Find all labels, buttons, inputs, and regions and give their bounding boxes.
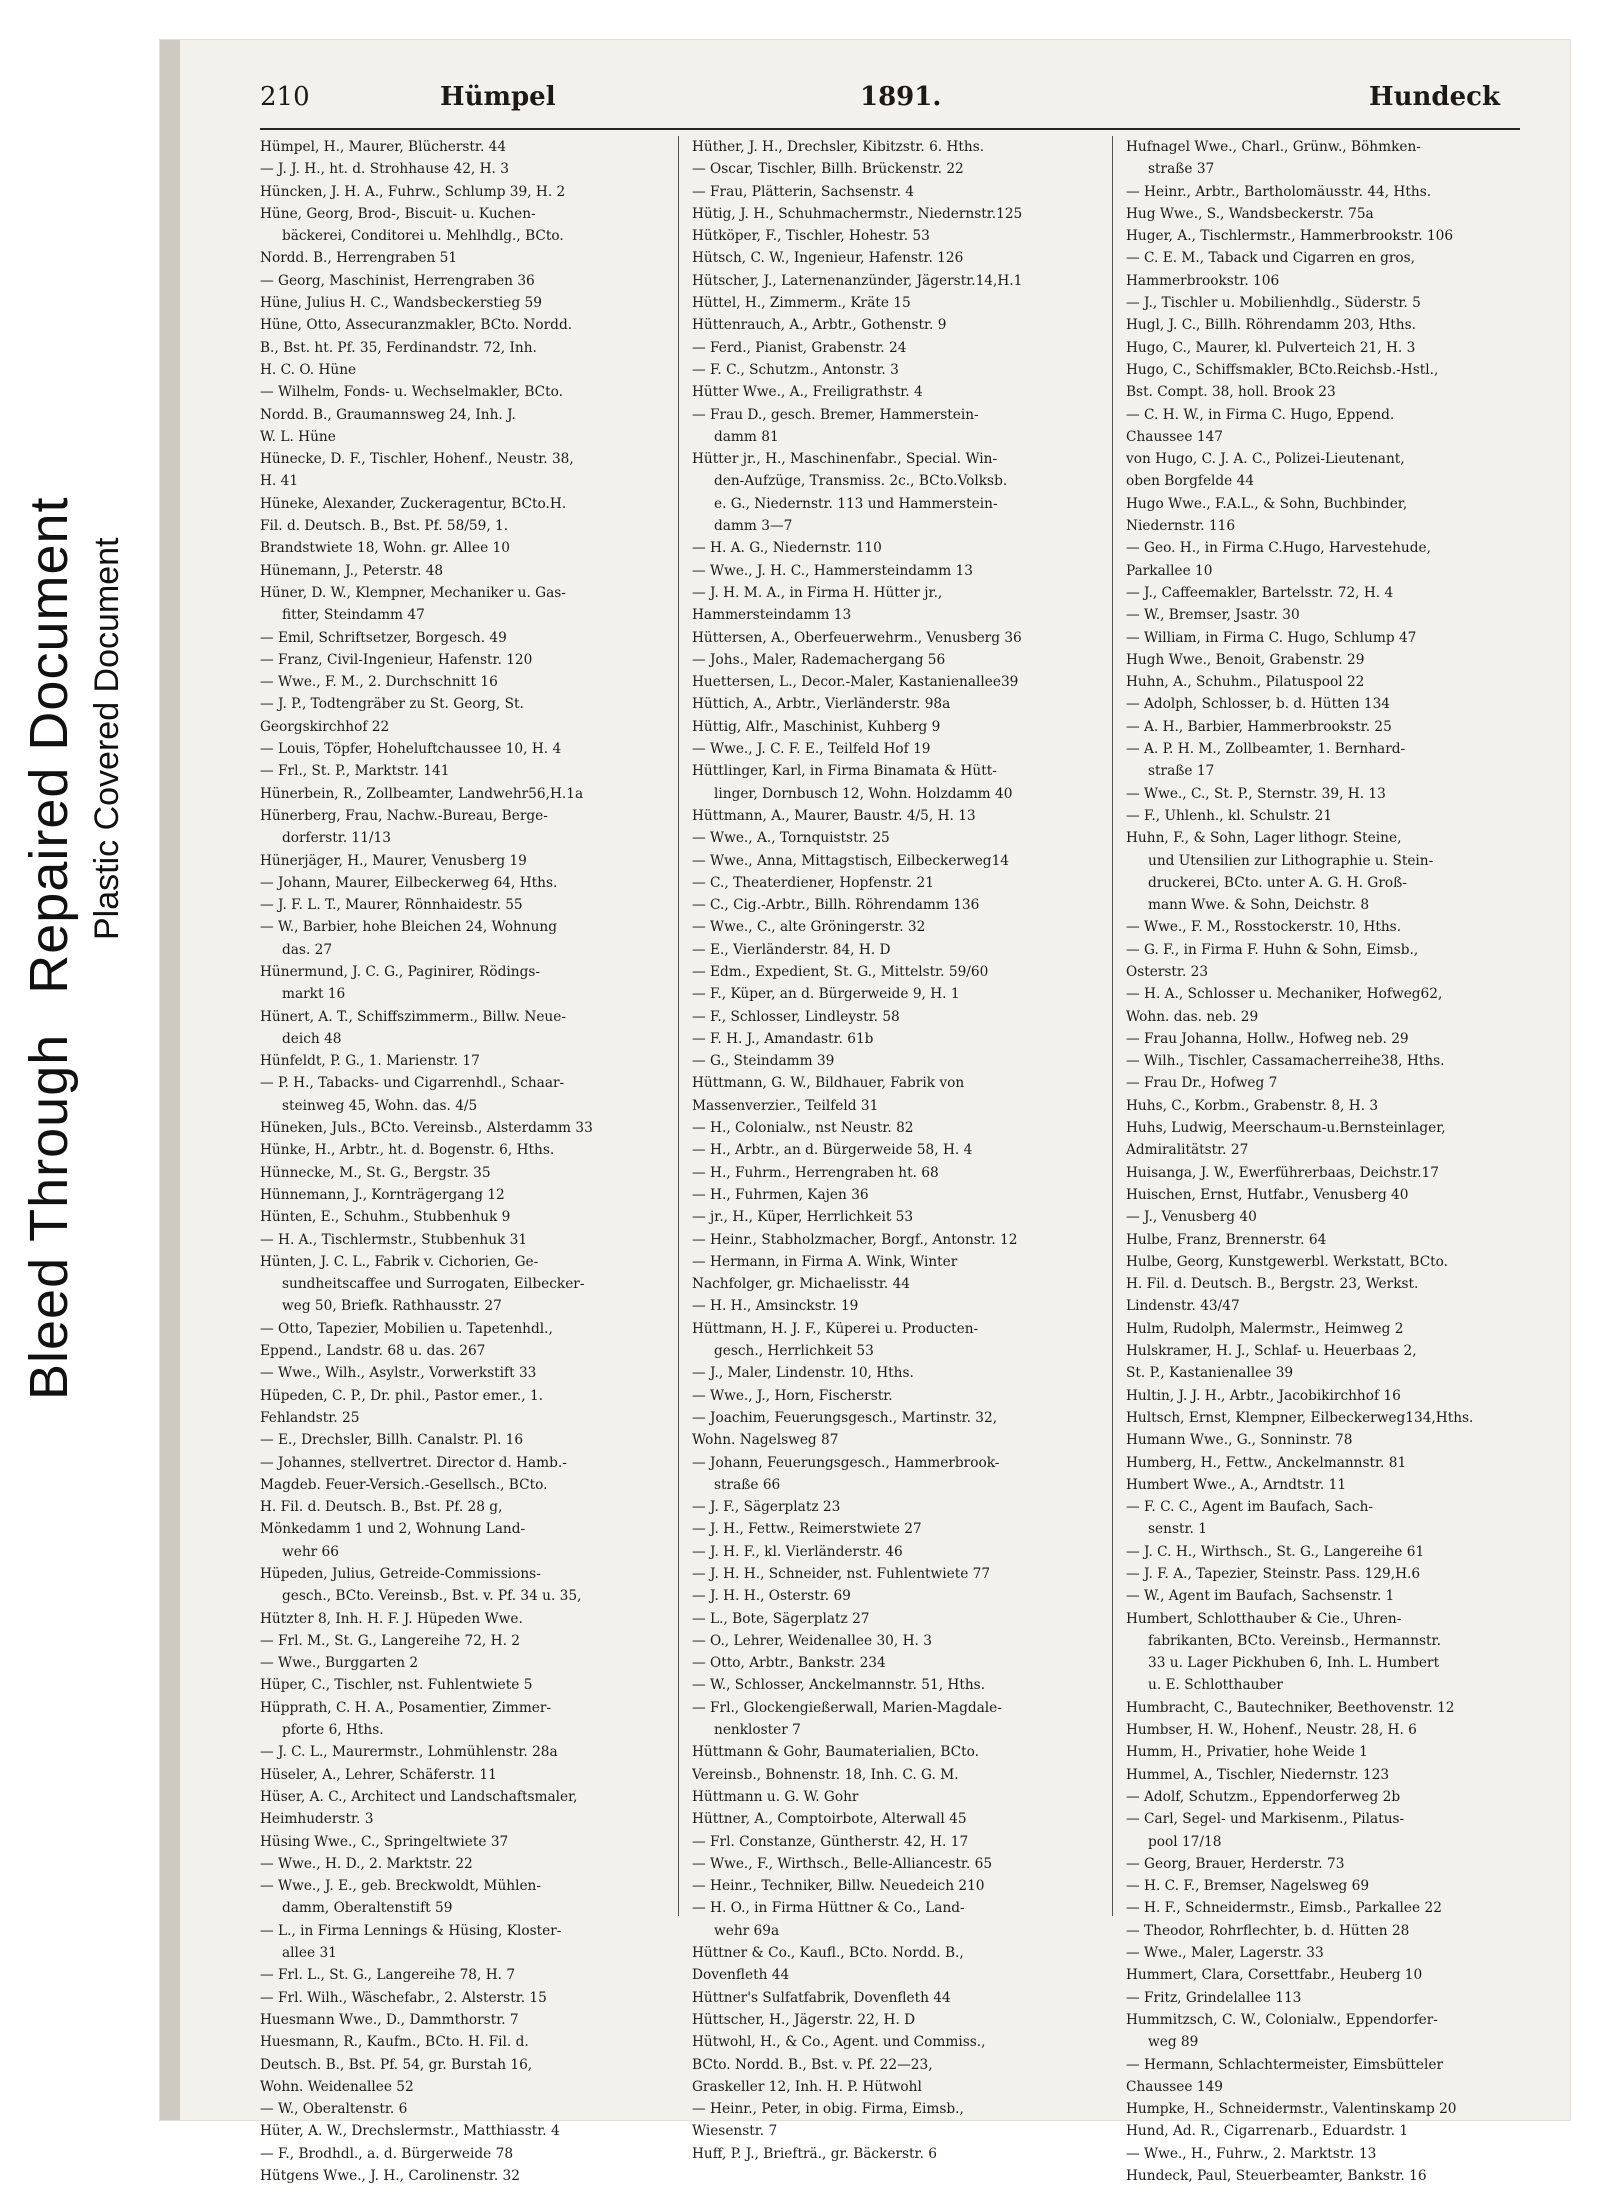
directory-entry-line: Hünerberg, Frau, Nachw.-Bureau, Berge-	[260, 807, 548, 824]
directory-entry-line: Hulm, Rudolph, Malermstr., Heimweg 2	[1126, 1320, 1404, 1337]
directory-entry-line: — P. H., Tabacks- und Cigarrenhdl., Schaar-	[260, 1075, 565, 1092]
directory-entry-line: Wohn. Weidenallee 52	[260, 2078, 414, 2095]
directory-entry-line: — W., Agent im Baufach, Sachsenstr. 1	[1126, 1588, 1395, 1605]
directory-entry-line: — F. H. J., Amandastr. 61b	[692, 1030, 874, 1047]
directory-entry-line: Hüne, Georg, Brod-, Biscuit- u. Kuchen-	[260, 205, 536, 222]
directory-entry-line: — H., Arbtr., an d. Bürgerweide 58, H. 4	[692, 1142, 973, 1159]
column-divider	[678, 136, 679, 1916]
directory-entry-line: — Heinr., Stabholzmacher, Borgf., Antonstr. 12	[692, 1231, 1018, 1248]
directory-entry-line: H. Fil. d. Deutsch. B., Bergstr. 23, Werkst.	[1126, 1276, 1419, 1293]
directory-entry-line: Hüpprath, C. H. A., Posamentier, Zimmer-	[260, 1699, 552, 1716]
directory-entry-line: W. L. Hüne	[260, 428, 336, 445]
directory-entry-line: fitter, Steindamm 47	[282, 607, 425, 624]
directory-entry-line: — L., in Firma Lennings & Hüsing, Kloster-	[260, 1922, 562, 1939]
directory-entry-line: straße 37	[1148, 161, 1215, 178]
directory-entry-line: Hüttner, A., Comptoirbote, Alterwall 45	[692, 1811, 967, 1828]
directory-entry-line: Wohn. das. neb. 29	[1126, 1008, 1259, 1025]
directory-entry-line: Hulbe, Georg, Kunstgewerbl. Werkstatt, BCto.	[1126, 1253, 1449, 1270]
header-left-word: Hümpel	[440, 82, 556, 112]
directory-entry-line: Hützter 8, Inh. H. F. J. Hüpeden Wwe.	[260, 1610, 523, 1627]
directory-entry-line: Hütscher, J., Laternenanzünder, Jägerstr.14,H.1	[692, 272, 1023, 289]
directory-entry-line: — Georg, Brauer, Herderstr. 73	[1126, 1855, 1345, 1872]
directory-entry-line: — Wwe., C., alte Gröningerstr. 32	[692, 919, 926, 936]
directory-entry-line: Hüttlinger, Karl, in Firma Binamata & Hütt-	[692, 763, 997, 780]
directory-entry-line: — Hermann, Schlachtermeister, Eimsbütteler	[1126, 2056, 1444, 2073]
directory-entry-line: Huhn, A., Schuhm., Pilatuspool 22	[1126, 674, 1365, 691]
directory-entry-line: Hütter Wwe., A., Freiligrathstr. 4	[692, 384, 923, 401]
directory-entry-line: Chaussee 147	[1126, 428, 1223, 445]
directory-entry-line: — J., Caffeemakler, Bartelsstr. 72, H. 4	[1126, 584, 1394, 601]
directory-entry-line: — C. E. M., Taback und Cigarren en gros,	[1126, 250, 1415, 267]
directory-entry-line: — J. J. H., ht. d. Strohhause 42, H. 3	[260, 161, 509, 178]
directory-entry-line: — Adolph, Schlosser, b. d. Hütten 134	[1126, 696, 1391, 713]
directory-entry-line: — H. A., Schlosser u. Mechaniker, Hofweg62,	[1126, 986, 1443, 1003]
directory-entry-line: — J., Tischler u. Mobilienhdlg., Süderstr. 5	[1126, 295, 1421, 312]
directory-entry-line: Hüneken, Juls., BCto. Vereinsb., Alsterdamm 33	[260, 1120, 593, 1137]
directory-entry-line: — F., Brodhdl., a. d. Bürgerweide 78	[260, 2145, 514, 2162]
directory-entry-line: Parkallee 10	[1126, 562, 1213, 579]
directory-entry-line: Hüther, J. H., Drechsler, Kibitzstr. 6. Hths.	[692, 139, 985, 155]
directory-entry-line: — A. P. H. M., Zollbeamter, 1. Bernhard-	[1126, 741, 1406, 758]
directory-entry-line: Hüttich, A., Arbtr., Vierländerstr. 98a	[692, 696, 951, 713]
directory-entry-line: Hüttmann & Gohr, Baumaterialien, BCto.	[692, 1744, 980, 1761]
directory-entry-line: — Frau, Plätterin, Sachsenstr. 4	[692, 183, 914, 200]
directory-entry-line: Hüncken, J. H. A., Fuhrw., Schlump 39, H. 2	[260, 183, 566, 200]
directory-entry-line: — F. C., Schutzm., Antonstr. 3	[692, 361, 899, 378]
directory-entry-line: Huhs, Ludwig, Meerschaum-u.Bernsteinlager,	[1126, 1120, 1446, 1137]
directory-entry-line: Hüttig, Alfr., Maschinist, Kuhberg 9	[692, 718, 941, 735]
directory-entry-line: — J. H. H., Osterstr. 69	[692, 1588, 851, 1605]
directory-entry-line: — Theodor, Rohrflechter, b. d. Hütten 28	[1126, 1922, 1410, 1939]
directory-entry-line: Hüser, A. C., Architect und Landschaftsmaler,	[260, 1788, 578, 1805]
directory-entry-line: straße 66	[714, 1476, 781, 1493]
directory-entry-line: — C. H. W., in Firma C. Hugo, Eppend.	[1126, 406, 1395, 423]
directory-entry-line: Hüter, A. W., Drechslermstr., Matthiasstr. 4	[260, 2123, 560, 2140]
directory-entry-line: gesch., BCto. Vereinsb., Bst. v. Pf. 34 u. 35,	[282, 1588, 582, 1605]
directory-entry-line: — Joachim, Feuerungsgesch., Martinstr. 32,	[692, 1409, 998, 1426]
directory-entry-line: — Wwe., H., Fuhrw., 2. Marktstr. 13	[1126, 2145, 1377, 2162]
directory-entry-line: — Wwe., Wilh., Asylstr., Vorwerkstift 33	[260, 1365, 537, 1382]
directory-entry-line: — A. H., Barbier, Hammerbrookstr. 25	[1126, 718, 1392, 735]
directory-entry-line: — J. F. L. T., Maurer, Rönnhaidestr. 55	[260, 897, 523, 914]
directory-entry-line: — Edm., Expedient, St. G., Mittelstr. 59/60	[692, 963, 989, 980]
directory-entry-line: Humberg, H., Fettw., Anckelmannstr. 81	[1126, 1454, 1407, 1471]
directory-entry-line: Hulskramer, H. J., Schlaf- u. Heuerbaas 2,	[1126, 1343, 1417, 1360]
directory-entry-line: steinweg 45, Wohn. das. 4/5	[282, 1097, 478, 1114]
directory-entry-line: — H., Fuhrmen, Kajen 36	[692, 1186, 869, 1203]
directory-entry-line: Lindenstr. 43/47	[1126, 1298, 1240, 1315]
directory-entry-line: Hütig, J. H., Schuhmachermstr., Niedernstr.125	[692, 205, 1023, 222]
directory-entry-line: Hütsch, C. W., Ingenieur, Hafenstr. 126	[692, 250, 964, 267]
directory-entry-line: Hüttscher, H., Jägerstr. 22, H. D	[692, 2011, 916, 2028]
directory-entry-line: — Wwe., H. D., 2. Marktstr. 22	[260, 1855, 473, 1872]
directory-entry-line: Hünnecke, M., St. G., Bergstr. 35	[260, 1164, 491, 1181]
directory-entry-line: Georgskirchhof 22	[260, 718, 390, 735]
directory-entry-line: B., Bst. ht. Pf. 35, Ferdinandstr. 72, Inh.	[260, 339, 537, 356]
directory-entry-line: Eppend., Landstr. 68 u. das. 267	[260, 1343, 486, 1360]
directory-entry-line: pool 17/18	[1148, 1833, 1222, 1850]
directory-entry-line: von Hugo, C. J. A. C., Polizei-Lieutenant,	[1126, 451, 1405, 468]
directory-entry-line: Hüpeden, C. P., Dr. phil., Pastor emer., 1.	[260, 1387, 544, 1404]
directory-entry-line: — J., Venusberg 40	[1126, 1209, 1257, 1226]
directory-entry-line: — Emil, Schriftsetzer, Borgesch. 49	[260, 629, 507, 646]
directory-entry-line: — Georg, Maschinist, Herrengraben 36	[260, 272, 535, 289]
directory-entry-line: dorferstr. 11/13	[282, 830, 391, 847]
plastic-covered-label: Plastic Covered Document	[88, 537, 126, 940]
directory-entry-line: — Wwe., J. C. F. E., Teilfeld Hof 19	[692, 741, 931, 758]
directory-entry-line: — Heinr., Arbtr., Bartholomäusstr. 44, Hths.	[1126, 183, 1432, 200]
column-2	[692, 136, 1092, 2165]
directory-entry-line: — Oscar, Tischler, Billh. Brückenstr. 22	[692, 161, 964, 178]
directory-entry-line: — H. O., in Firma Hüttner & Co., Land-	[692, 1900, 965, 1917]
directory-entry-line: — Frau Johanna, Hollw., Hofweg neb. 29	[1126, 1030, 1409, 1047]
directory-entry-line: Hünemann, J., Peterstr. 48	[260, 562, 444, 579]
directory-entry-line: Hummert, Clara, Corsettfabr., Heuberg 10	[1126, 1967, 1423, 1984]
directory-entry-line: Hümpel, H., Maurer, Blücherstr. 44	[260, 139, 507, 155]
directory-entry-line: oben Borgfelde 44	[1126, 473, 1255, 490]
directory-entry-line: — Frl. Constanze, Güntherstr. 42, H. 17	[692, 1833, 969, 1850]
directory-entry-line: — Louis, Töpfer, Hoheluftchaussee 10, H. 4	[260, 741, 562, 758]
directory-entry-line: sundheitscaffee und Surrogaten, Eilbecker-	[282, 1276, 585, 1293]
directory-entry-line: Heimhuderstr. 3	[260, 1811, 374, 1828]
directory-entry-line: Vereinsb., Bohnenstr. 18, Inh. C. G. M.	[692, 1766, 959, 1783]
directory-entry-line: Huischen, Ernst, Hutfabr., Venusberg 40	[1126, 1186, 1409, 1203]
directory-entry-line: Humbert Wwe., A., Arndtstr. 11	[1126, 1476, 1347, 1493]
directory-entry-line: — J. H. F., kl. Vierländerstr. 46	[692, 1543, 903, 1560]
directory-entry-line: Hüttel, H., Zimmerm., Kräte 15	[692, 295, 911, 312]
directory-entry-line: Humbert, Schlotthauber & Cie., Uhren-	[1126, 1610, 1402, 1627]
directory-entry-line: — Wwe., Maler, Lagerstr. 33	[1126, 1945, 1324, 1962]
directory-entry-line: Hugo Wwe., F.A.L., & Sohn, Buchbinder,	[1126, 495, 1408, 512]
directory-entry-line: Humm, H., Privatier, hohe Weide 1	[1126, 1744, 1368, 1761]
directory-entry-line: wehr 69a	[714, 1922, 780, 1939]
directory-entry-line: — H., Colonialw., nst Neustr. 82	[692, 1120, 914, 1137]
directory-entry-line: Hütwohl, H., & Co., Agent. und Commiss.,	[692, 2034, 986, 2051]
directory-entry-line: — Wwe., C., St. P., Sternstr. 39, H. 13	[1126, 785, 1386, 802]
directory-entry-line: — C., Cig.-Arbtr., Billh. Röhrendamm 136	[692, 897, 980, 914]
directory-entry-line: — J. F., Sägerplatz 23	[692, 1499, 841, 1516]
directory-entry-line: Hünten, J. C. L., Fabrik v. Cichorien, Ge-	[260, 1253, 539, 1270]
directory-entry-line: Magdeb. Feuer-Versich.-Gesellsch., BCto.	[260, 1476, 548, 1493]
directory-entry-line: Hünert, A. T., Schiffszimmerm., Billw. Neue-	[260, 1008, 566, 1025]
directory-entry-line: — Wwe., A., Tornquiststr. 25	[692, 830, 890, 847]
directory-entry-line: linger, Dornbusch 12, Wohn. Holzdamm 40	[714, 785, 1013, 802]
directory-entry-line: — Carl, Segel- und Markisenm., Pilatus-	[1126, 1811, 1405, 1828]
directory-entry-line: Deutsch. B., Bst. Pf. 54, gr. Burstah 16,	[260, 2056, 533, 2073]
directory-entry-line: Niedernstr. 116	[1126, 518, 1236, 535]
directory-entry-line: — Fritz, Grindelallee 113	[1126, 1989, 1302, 2006]
directory-entry-line: Huhs, C., Korbm., Grabenstr. 8, H. 3	[1126, 1097, 1379, 1114]
directory-entry-line: — Wwe., J., Horn, Fischerstr.	[692, 1387, 893, 1404]
directory-entry-line: — H. F., Schneidermstr., Eimsb., Parkallee 22	[1126, 1900, 1442, 1917]
directory-entry-line: Hummitzsch, C. W., Colonialw., Eppendorfer-	[1126, 2011, 1438, 2028]
directory-entry-line: Chaussee 149	[1126, 2078, 1223, 2095]
directory-entry-line: — F., Küper, an d. Bürgerweide 9, H. 1	[692, 986, 960, 1003]
directory-entry-line: Hüsing Wwe., C., Springeltwiete 37	[260, 1833, 509, 1850]
directory-entry-line: Hünke, H., Arbtr., ht. d. Bogenstr. 6, Hths.	[260, 1142, 555, 1159]
directory-entry-line: — J. H. M. A., in Firma H. Hütter jr.,	[692, 584, 943, 601]
directory-entry-line: — L., Bote, Sägerplatz 27	[692, 1610, 870, 1627]
bleed-through-label: Bleed Through	[19, 1033, 79, 1400]
directory-entry-line: — jr., H., Küper, Herrlichkeit 53	[692, 1209, 914, 1226]
page-header	[260, 70, 1540, 130]
directory-entry-line: — William, in Firma C. Hugo, Schlump 47	[1126, 629, 1417, 646]
directory-entry-line: damm 81	[714, 428, 779, 445]
directory-entry-line: — Wwe., Anna, Mittagstisch, Eilbeckerweg14	[692, 852, 1009, 869]
directory-entry-line: Nachfolger, gr. Michaelisstr. 44	[692, 1276, 911, 1293]
directory-entry-line: mann Wwe. & Sohn, Deichstr. 8	[1148, 897, 1370, 914]
directory-entry-line: — Otto, Tapezier, Mobilien u. Tapetenhdl.,	[260, 1320, 553, 1337]
directory-entry-line: straße 17	[1148, 763, 1215, 780]
directory-entry-line: — E., Drechsler, Billh. Canalstr. Pl. 16	[260, 1432, 524, 1449]
directory-entry-line: Bst. Compt. 38, holl. Brook 23	[1126, 384, 1336, 401]
directory-entry-line: — Frl., Glockengießerwall, Marien-Magdale-	[692, 1699, 1002, 1716]
directory-entry-line: — Wilh., Tischler, Cassamacherreihe38, Hths.	[1126, 1053, 1445, 1070]
directory-entry-line: Huger, A., Tischlermstr., Hammerbrookstr. 106	[1126, 228, 1454, 245]
directory-entry-line: — J., Maler, Lindenstr. 10, Hths.	[692, 1365, 914, 1382]
directory-entry-line: Hüttmann u. G. W. Gohr	[692, 1788, 859, 1805]
directory-entry-line: Hüner, D. W., Klempner, Mechaniker u. Gas-	[260, 584, 566, 601]
directory-entry-line: Hüttmann, A., Maurer, Baustr. 4/5, H. 13	[692, 807, 976, 824]
directory-entry-line: damm 3—7	[714, 518, 793, 535]
directory-entry-line: St. P., Kastanienallee 39	[1126, 1365, 1294, 1382]
directory-entry-line: Hundeck, Paul, Steuerbeamter, Bankstr. 16	[1126, 2168, 1427, 2185]
directory-entry-line: Hüseler, A., Lehrer, Schäferstr. 11	[260, 1766, 497, 1783]
directory-entry-line: nenkloster 7	[714, 1722, 801, 1739]
directory-entry-line: — Johannes, stellvertret. Director d. Hamb.-	[260, 1454, 567, 1471]
directory-entry-line: das. 27	[282, 941, 333, 958]
directory-entry-line: — Wwe., J. H. C., Hammersteindamm 13	[692, 562, 973, 579]
directory-entry-line: Hünermund, J. C. G., Paginirer, Rödings-	[260, 963, 540, 980]
directory-entry-line: Hultin, J. J. H., Arbtr., Jacobikirchhof 16	[1126, 1387, 1401, 1404]
directory-entry-line: — H. C. F., Bremser, Nagelsweg 69	[1126, 1878, 1370, 1895]
directory-entry-line: Mönkedamm 1 und 2, Wohnung Land-	[260, 1521, 526, 1538]
directory-entry-line: Huesmann Wwe., D., Dammthorstr. 7	[260, 2011, 519, 2028]
directory-entry-line: — Frl. M., St. G., Langereihe 72, H. 2	[260, 1632, 520, 1649]
directory-entry-line: — H. A. G., Niedernstr. 110	[692, 540, 882, 557]
directory-entry-line: bäckerei, Conditorei u. Mehlhdlg., BCto.	[282, 228, 564, 245]
directory-entry-line: Hammerbrookstr. 106	[1126, 272, 1280, 289]
directory-entry-line: Humpke, H., Schneidermstr., Valentinskamp 20	[1126, 2101, 1457, 2118]
directory-entry-line: — Wwe., F. M., Rosstockerstr. 10, Hths.	[1126, 919, 1402, 936]
directory-entry-line: — Johann, Maurer, Eilbeckerweg 64, Hths.	[260, 874, 558, 891]
directory-entry-line: — G. F., in Firma F. Huhn & Sohn, Eimsb.,	[1126, 941, 1419, 958]
column-1	[260, 136, 660, 2187]
directory-entry-line: — Otto, Arbtr., Bankstr. 234	[692, 1655, 886, 1672]
directory-entry-line: Hüttner & Co., Kaufl., BCto. Nordd. B.,	[692, 1945, 964, 1962]
directory-entry-line: — Frau Dr., Hofweg 7	[1126, 1075, 1278, 1092]
directory-entry-line: Hund, Ad. R., Cigarrenarb., Eduardstr. 1	[1126, 2123, 1409, 2140]
directory-entry-line: — Johs., Maler, Rademachergang 56	[692, 651, 946, 668]
directory-entry-line: Hüne, Julius H. C., Wandsbeckerstieg 59	[260, 295, 542, 312]
directory-entry-line: Hultsch, Ernst, Klempner, Eilbeckerweg134,Hths.	[1126, 1409, 1474, 1426]
directory-entry-line: Massenverzier., Teilfeld 31	[692, 1097, 879, 1114]
directory-entry-line: — W., Barbier, hohe Bleichen 24, Wohnung	[260, 919, 558, 936]
directory-entry-line: — F., Uhlenh., kl. Schulstr. 21	[1126, 807, 1333, 824]
directory-entry-line: Hug Wwe., S., Wandsbeckerstr. 75a	[1126, 205, 1374, 222]
directory-entry-line: — H. A., Tischlermstr., Stubbenhuk 31	[260, 1231, 528, 1248]
directory-entry-line: Hüpeden, Julius, Getreide-Commissions-	[260, 1566, 541, 1582]
header-right-word: Hundeck	[1369, 82, 1500, 112]
directory-entry-line: — H. H., Amsinckstr. 19	[692, 1298, 859, 1315]
directory-entry-line: Hünerbein, R., Zollbeamter, Landwehr56,H.1a	[260, 785, 584, 802]
directory-entry-line: — J. P., Todtengräber zu St. Georg, St.	[260, 696, 524, 713]
directory-entry-line: Hugh Wwe., Benoit, Grabenstr. 29	[1126, 651, 1365, 668]
directory-entry-line: wehr 66	[282, 1543, 339, 1560]
directory-entry-line: Huisanga, J. W., Ewerführerbaas, Deichstr.17	[1126, 1164, 1439, 1181]
directory-entry-line: Hüttner's Sulfatfabrik, Dovenfleth 44	[692, 1989, 951, 2006]
directory-page	[260, 70, 1540, 2185]
directory-entry-line: Hammersteindamm 13	[692, 607, 852, 624]
directory-entry-line: — J. H., Fettw., Reimerstwiete 27	[692, 1521, 922, 1538]
directory-entry-line: Hulbe, Franz, Brennerstr. 64	[1126, 1231, 1327, 1248]
directory-entry-line: Wiesenstr. 7	[692, 2123, 778, 2140]
column-3	[1126, 136, 1526, 2187]
directory-entry-line: — Hermann, in Firma A. Wink, Winter	[692, 1253, 958, 1270]
directory-entry-line: — Frau D., gesch. Bremer, Hammerstein-	[692, 406, 979, 423]
directory-entry-line: — W., Schlosser, Anckelmannstr. 51, Hths.	[692, 1677, 986, 1694]
directory-entry-line: Hünerjäger, H., Maurer, Venusberg 19	[260, 852, 527, 869]
directory-entry-line: e. G., Niedernstr. 113 und Hammerstein-	[714, 495, 998, 512]
directory-entry-line: — Wwe., F., Wirthsch., Belle-Alliancestr. 65	[692, 1855, 993, 1872]
side-overlay-label	[18, 100, 80, 1400]
directory-entry-line: — Adolf, Schutzm., Eppendorferweg 2b	[1126, 1788, 1401, 1805]
directory-entry-line: — Ferd., Pianist, Grabenstr. 24	[692, 339, 907, 356]
directory-entry-line: Brandstwiete 18, Wohn. gr. Allee 10	[260, 540, 510, 557]
directory-entry-line: Hufnagel Wwe., Charl., Grünw., Böhmken-	[1126, 139, 1421, 155]
directory-entry-line: — W., Bremser, Jsastr. 30	[1126, 607, 1300, 624]
directory-entry-line: markt 16	[282, 986, 346, 1003]
directory-entry-line: — Franz, Civil-Ingenieur, Hafenstr. 120	[260, 651, 533, 668]
directory-entry-line: Graskeller 12, Inh. H. P. Hütwohl	[692, 2078, 922, 2095]
directory-entry-line: — G., Steindamm 39	[692, 1053, 835, 1070]
directory-entry-line: weg 89	[1148, 2034, 1199, 2051]
directory-entry-line: — Frl. L., St. G., Langereihe 78, H. 7	[260, 1967, 516, 1984]
directory-entry-line: Humbser, H. W., Hohenf., Neustr. 28, H. 6	[1126, 1722, 1417, 1739]
directory-entry-line: Hünfeldt, P. G., 1. Marienstr. 17	[260, 1053, 480, 1070]
directory-entry-line: H. C. O. Hüne	[260, 361, 357, 378]
directory-entry-line: — Heinr., Techniker, Billw. Neuedeich 210	[692, 1878, 985, 1895]
directory-entry-line: — Frl., St. P., Marktstr. 141	[260, 763, 450, 780]
header-year: 1891.	[860, 82, 942, 112]
directory-entry-line: H. 41	[260, 473, 299, 490]
directory-entry-line: Osterstr. 23	[1126, 963, 1209, 980]
directory-entry-line: damm, Oberaltenstift 59	[282, 1900, 453, 1917]
directory-entry-line: — O., Lehrer, Weidenallee 30, H. 3	[692, 1632, 932, 1649]
directory-entry-line: Hüttmann, G. W., Bildhauer, Fabrik von	[692, 1075, 965, 1092]
directory-entry-line: Fil. d. Deutsch. B., Bst. Pf. 58/59, 1.	[260, 518, 509, 535]
directory-entry-line: Hugl, J. C., Billh. Röhrendamm 203, Hths.	[1126, 317, 1416, 334]
directory-entry-line: weg 50, Briefk. Rathhausstr. 27	[282, 1298, 502, 1315]
directory-entry-line: — J. F. A., Tapezier, Steinstr. Pass. 129,H.6	[1126, 1566, 1421, 1582]
directory-entry-line: Wohn. Nagelsweg 87	[692, 1432, 839, 1449]
directory-entry-line: fabrikanten, BCto. Vereinsb., Hermannstr.	[1148, 1632, 1441, 1649]
directory-entry-line: — J. C. H., Wirthsch., St. G., Langereihe 61	[1126, 1543, 1425, 1560]
directory-entry-line: druckerei, BCto. unter A. G. H. Groß-	[1148, 874, 1407, 891]
directory-entry-line: Hugo, C., Schiffsmakler, BCto.Reichsb.-Hstl.,	[1126, 361, 1439, 378]
directory-entry-line: Hüttersen, A., Oberfeuerwehrm., Venusberg 36	[692, 629, 1022, 646]
directory-entry-line: Hüttenrauch, A., Arbtr., Gothenstr. 9	[692, 317, 947, 334]
directory-entry-line: — Wwe., F. M., 2. Durchschnitt 16	[260, 674, 498, 691]
directory-entry-line: Nordd. B., Graumannsweg 24, Inh. J.	[260, 406, 516, 423]
page-edge-strip	[160, 40, 180, 2120]
directory-entry-line: — Wilhelm, Fonds- u. Wechselmakler, BCto.	[260, 384, 563, 401]
directory-entry-line: — Johann, Feuerungsgesch., Hammerbrook-	[692, 1454, 1000, 1471]
directory-entry-line: — Geo. H., in Firma C.Hugo, Harvestehude,	[1126, 540, 1431, 557]
directory-entry-line: Hugo, C., Maurer, kl. Pulverteich 21, H. 3	[1126, 339, 1416, 356]
directory-entry-line: — J. H. H., Schneider, nst. Fuhlentwiete 77	[692, 1566, 991, 1582]
directory-entry-line: — F., Schlosser, Lindleystr. 58	[692, 1008, 900, 1025]
directory-entry-line: den-Aufzüge, Transmiss. 2c., BCto.Volksb.	[714, 473, 1008, 490]
directory-entry-line: Hüttmann, H. J. F., Küperei u. Producten-	[692, 1320, 979, 1337]
directory-entry-line: Huettersen, L., Decor.-Maler, Kastanienallee39	[692, 674, 1019, 691]
directory-entry-line: 33 u. Lager Pickhuben 6, Inh. L. Humbert	[1148, 1655, 1440, 1672]
directory-entry-line: Hütter jr., H., Maschinenfabr., Special. Win-	[692, 451, 998, 468]
directory-entry-line: Hütköper, F., Tischler, Hohestr. 53	[692, 228, 930, 245]
directory-entry-line: Huff, P. J., Briefträ., gr. Bäckerstr. 6	[692, 2145, 937, 2162]
directory-entry-line: — C., Theaterdiener, Hopfenstr. 21	[692, 874, 934, 891]
directory-entry-line: Hüneke, Alexander, Zuckeragentur, BCto.H.	[260, 495, 567, 512]
header-rule	[260, 128, 1520, 130]
directory-entry-line: Hummel, A., Tischler, Niedernstr. 123	[1126, 1766, 1390, 1783]
directory-entry-line: senstr. 1	[1148, 1521, 1207, 1538]
directory-entry-line: Hütgens Wwe., J. H., Carolinenstr. 32	[260, 2168, 520, 2185]
directory-entry-line: und Utensilien zur Lithographie u. Stein-	[1148, 852, 1434, 869]
directory-entry-line: Huesmann, R., Kaufm., BCto. H. Fil. d.	[260, 2034, 529, 2051]
directory-entry-line: — H., Fuhrm., Herrengraben ht. 68	[692, 1164, 939, 1181]
directory-entry-line: u. E. Schlotthauber	[1148, 1677, 1283, 1694]
directory-entry-line: Hünten, E., Schuhm., Stubbenhuk 9	[260, 1209, 511, 1226]
directory-entry-line: Admiralitätstr. 27	[1126, 1142, 1249, 1159]
directory-entry-line: BCto. Nordd. B., Bst. v. Pf. 22—23,	[692, 2056, 933, 2073]
directory-entry-line: — F. C. C., Agent im Baufach, Sach-	[1126, 1499, 1374, 1516]
directory-entry-line: — Wwe., J. E., geb. Breckwoldt, Mühlen-	[260, 1878, 541, 1895]
directory-entry-line: Nordd. B., Herrengraben 51	[260, 250, 458, 267]
directory-entry-line: — Wwe., Burggarten 2	[260, 1655, 419, 1672]
directory-entry-line: Humann Wwe., G., Sonninstr. 78	[1126, 1432, 1353, 1449]
directory-entry-line: Hüne, Otto, Assecuranzmakler, BCto. Nordd.	[260, 317, 573, 334]
directory-entry-line: — Frl. Wilh., Wäschefabr., 2. Alsterstr. 15	[260, 1989, 547, 2006]
directory-entry-line: H. Fil. d. Deutsch. B., Bst. Pf. 28 g,	[260, 1499, 503, 1516]
directory-entry-line: — Heinr., Peter, in obig. Firma, Eimsb.,	[692, 2101, 964, 2118]
directory-entry-line: — W., Oberaltenstr. 6	[260, 2101, 408, 2118]
directory-entry-line: Fehlandstr. 25	[260, 1409, 360, 1426]
directory-entry-line: Humbracht, C., Bautechniker, Beethovenstr. 12	[1126, 1699, 1455, 1716]
directory-entry-line: Hünnemann, J., Kornträgergang 12	[260, 1186, 505, 1203]
directory-entry-line: Hüper, C., Tischler, nst. Fuhlentwiete 5	[260, 1677, 533, 1694]
directory-entry-line: Huhn, F., & Sohn, Lager lithogr. Steine,	[1126, 830, 1402, 847]
directory-entry-line: deich 48	[282, 1030, 342, 1047]
directory-entry-line: Hünecke, D. F., Tischler, Hohenf., Neustr. 38,	[260, 451, 574, 468]
repaired-document-label: Repaired Document	[19, 496, 79, 994]
page-number: 210	[260, 82, 310, 112]
column-divider	[1112, 136, 1113, 1916]
directory-entry-line: Dovenfleth 44	[692, 1967, 790, 1984]
directory-entry-line: pforte 6, Hths.	[282, 1722, 384, 1739]
directory-entry-line: — E., Vierländerstr. 84, H. D	[692, 941, 891, 958]
directory-entry-line: allee 31	[282, 1945, 337, 1962]
directory-entry-line: — J. C. L., Maurermstr., Lohmühlenstr. 28a	[260, 1744, 558, 1761]
directory-entry-line: gesch., Herrlichkeit 53	[714, 1343, 874, 1360]
